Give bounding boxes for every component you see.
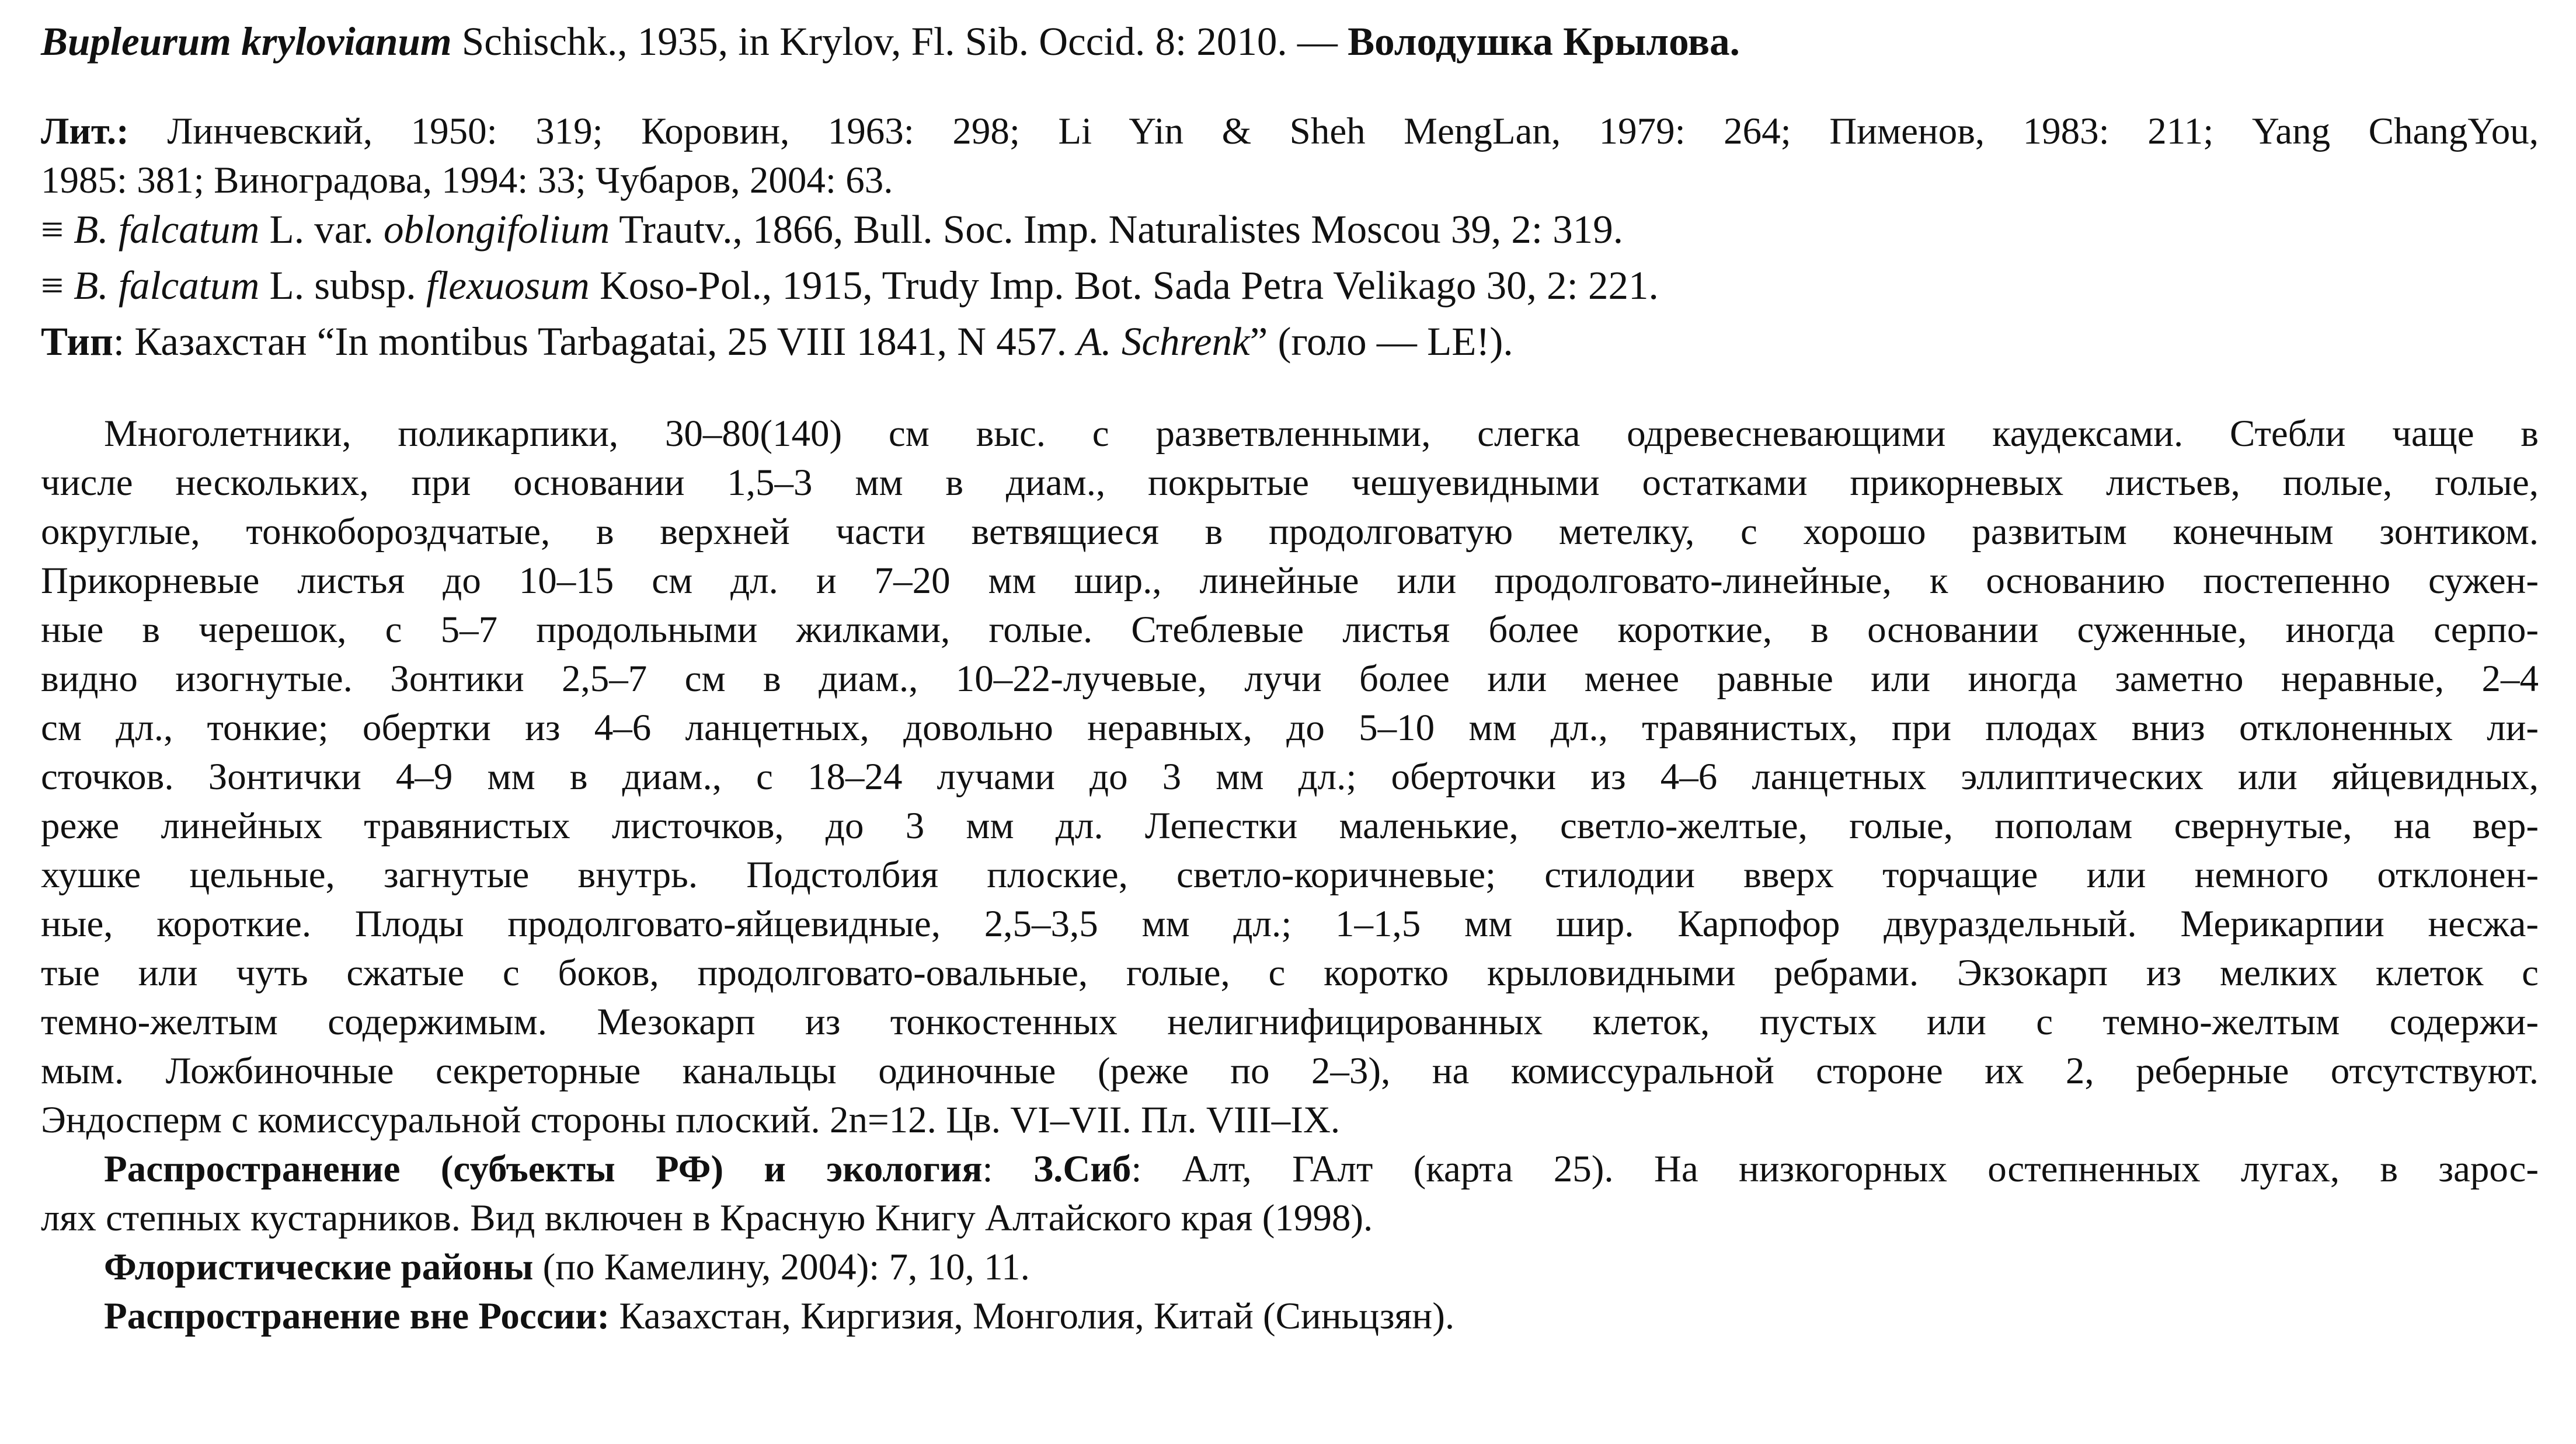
synonym-line-2 <box>41 260 1659 311</box>
distribution-rf-text: : Алт, ГАлт (карта 25). На низкогорных остепненных лугах, в зарос- <box>1131 1148 2539 1190</box>
description-line: тые или чуть сжатые с боков, продолговато-овальные, голые, с коротко крыловидными ребрами. Экзокарп из мелких клеток с <box>41 952 2539 994</box>
description-line: Прикорневые листья до 10–15 см дл. и 7–20 мм шир., линейные или продолговато-линейные, к основанию постепенно сужен- <box>41 560 2539 602</box>
type-specimen-line <box>41 316 1513 367</box>
description-line: округлые, тонкобороздчатые, в верхней части ветвящиеся в продолговатую метелку, с хорошо развитым конечным зонтиком. <box>41 511 2539 553</box>
synonym-epithet: oblongifolium <box>384 207 610 252</box>
description-line: видно изогнутые. Зонтики 2,5–7 см в диам., 10–22-лучевые, лучи более или менее равные или иногда заметно неравные, 2–4 <box>41 658 2539 700</box>
description-line: темно-желтым содержимым. Мезокарп из тонкостенных нелигнифицированных клеток, пустых или с темно-желтым содержи- <box>41 1001 2539 1043</box>
synonym-epithet: flexuosum <box>426 263 590 308</box>
description-line: Многолетники, поликарпики, 30–80(140) см выс. с разветвленными, слегка одревесневающими каудексами. Стебли чаще в <box>104 413 2539 455</box>
synonym-line-1 <box>41 204 1623 254</box>
description-line: Эндосперм с комиссуральной стороны плоский. 2n=12. Цв. VI–VII. Пл. VIII–IX. <box>41 1099 1341 1141</box>
description-line: ные в черешок, с 5–7 продольными жилками, голые. Стеблевые листья более короткие, в основании суженные, иногда серпо- <box>41 609 2539 651</box>
distribution-rf-label: Распространение (субъекты РФ) и экология <box>104 1148 983 1190</box>
distribution-rf-region: З.Сиб <box>1033 1148 1132 1190</box>
literature-label: Лит.: <box>41 110 129 152</box>
distribution-abroad-line <box>104 1291 1454 1341</box>
literature-text-1: Линчевский, 1950: 319; Коровин, 1963: 298; Li Yin & Sheh MengLan, 1979: 264; Пименов, 1983: 211; Yang ChangYou, <box>128 110 2539 152</box>
literature-text-2: 1985: 381; Виноградова, 1994: 33; Чубаров, 2004: 63. <box>41 159 893 201</box>
description-line: сточков. Зонтички 4–9 мм в диам., с 18–24 лучами до 3 мм дл.; оберточки из 4–6 ланцетных эллиптических или яйцевидных, <box>41 756 2539 798</box>
species-russian-name: Володушка Крылова. <box>1348 19 1740 64</box>
synonym-name: B. falcatum <box>74 263 260 308</box>
synonym-rank: L. subsp. <box>259 263 426 308</box>
description-line: мым. Ложбиночные секреторные канальцы одиночные (реже по 2–3), на комиссуральной стороне их 2, реберные отсутствуют. <box>41 1050 2539 1092</box>
distribution-rf-colon: : <box>982 1148 1033 1190</box>
synonym-name: B. falcatum <box>74 207 260 252</box>
species-citation: Schischk., 1935, in Krylov, Fl. Sib. Occid. 8: 2010. — <box>451 19 1348 64</box>
synonym-sign: ≡ <box>41 263 74 308</box>
species-heading <box>41 16 1740 67</box>
synonym-citation: Koso-Pol., 1915, Trudy Imp. Bot. Sada Petra Velikago 30, 2: 221. <box>589 263 1659 308</box>
type-collector: A. Schrenk <box>1077 319 1250 364</box>
distribution-rf-line-2: лях степных кустарников. Вид включен в Красную Книгу Алтайского края (1998). <box>41 1197 1373 1239</box>
description-line: ные, короткие. Плоды продолговато-яйцевидные, 2,5–3,5 мм дл.; 1–1,5 мм шир. Карпофор двураздельный. Мерикарпии несжа- <box>41 903 2539 945</box>
description-line: числе нескольких, при основании 1,5–3 мм в диам., покрытые чешуевидными остатками прикорневых листьев, полые, голые, <box>41 462 2539 504</box>
type-label: Тип <box>41 319 113 364</box>
type-text: : Казахстан “In montibus Tarbagatai, 25 VIII 1841, N 457. <box>113 319 1077 364</box>
description-line: см дл., тонкие; обертки из 4–6 ланцетных, довольно неравных, до 5–10 мм дл., травянистых, при плодах вниз отклоненных ли- <box>41 707 2539 749</box>
species-latin-name: Bupleurum krylovianum <box>41 19 452 64</box>
description-line: хушке цельные, загнутые внутрь. Подстолбия плоские, светло-коричневые; стилодии вверх торчащие или немного отклонен- <box>41 854 2539 896</box>
literature-line-1 <box>41 106 2539 156</box>
distribution-rf-line-1 <box>104 1144 2539 1194</box>
description-line: реже линейных травянистых листочков, до 3 мм дл. Лепестки маленькие, светло-желтые, голые, пополам свернутые, на вер- <box>41 805 2539 847</box>
type-herbarium: ” (голо — LE!). <box>1249 319 1513 364</box>
floristic-regions-text: (по Камелину, 2004): 7, 10, 11. <box>533 1246 1030 1288</box>
floristic-regions-line <box>104 1242 1030 1292</box>
synonym-citation: Trautv., 1866, Bull. Soc. Imp. Naturalistes Moscou 39, 2: 319. <box>610 207 1624 252</box>
distribution-abroad-label: Распространение вне России: <box>104 1295 610 1337</box>
distribution-abroad-text: Казахстан, Киргизия, Монголия, Китай (Синьцзян). <box>610 1295 1455 1337</box>
floristic-regions-label: Флористические районы <box>104 1246 534 1288</box>
literature-line-2 <box>41 155 893 205</box>
synonym-sign: ≡ <box>41 207 74 252</box>
synonym-rank: L. var. <box>259 207 384 252</box>
